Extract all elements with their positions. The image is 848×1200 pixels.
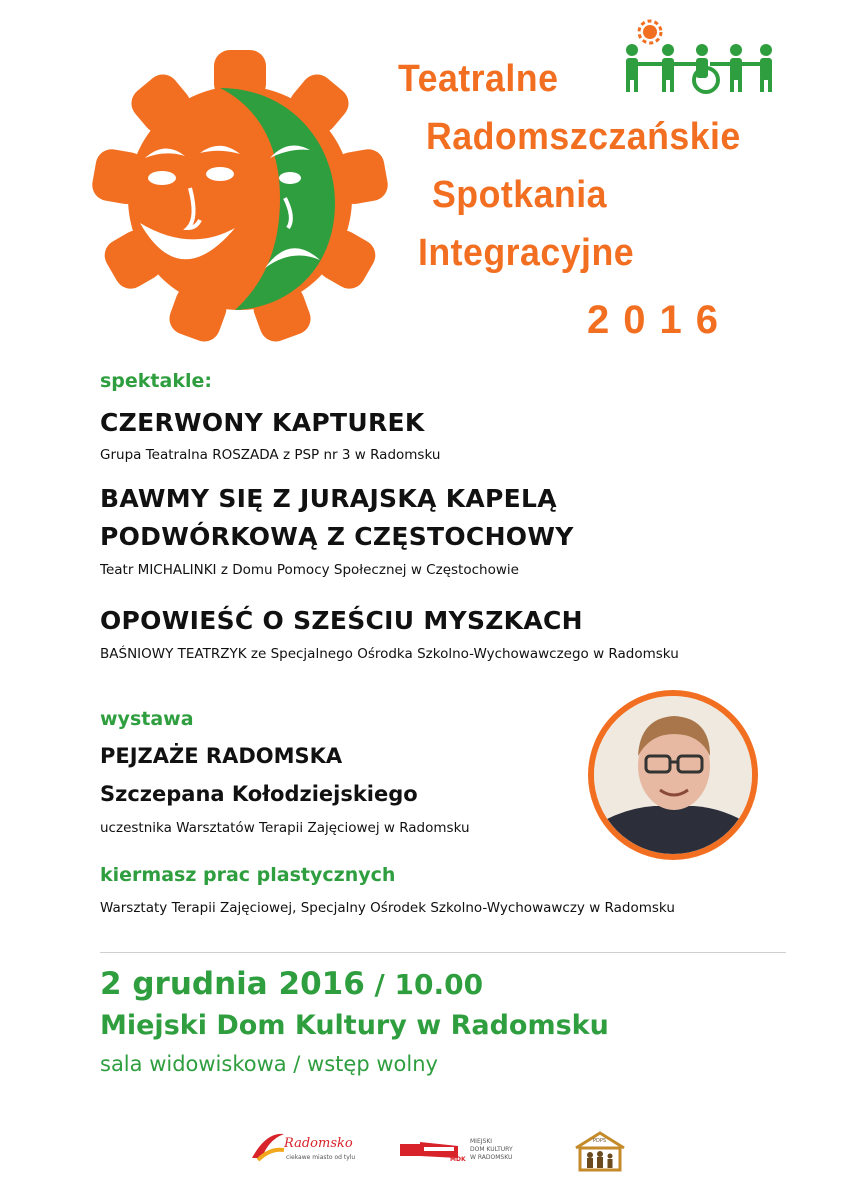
- mdk-line1: MIEJSKI: [470, 1138, 493, 1145]
- theatre-masks-gear-icon: [80, 48, 400, 348]
- event-venue: Miejski Dom Kultury w Radomsku: [100, 1010, 609, 1041]
- title-line-1: Teatralne: [398, 58, 559, 100]
- show-1-title: CZERWONY KAPTUREK: [100, 408, 425, 437]
- divider: [100, 952, 786, 953]
- radomsko-tagline: ciekawe miasto od tylu: [286, 1154, 356, 1161]
- mdk-line2: DOM KULTURY: [470, 1146, 513, 1153]
- sponsor-house: [572, 1130, 628, 1172]
- event-date: 2 grudnia 2016: [100, 966, 365, 1002]
- house-label: PDPS: [593, 1138, 607, 1144]
- kiermasz-desc: Warsztaty Terapii Zajęciowej, Specjalny Ośrodek Szkolno-Wychowawczy w Radomsku: [100, 900, 675, 916]
- show-1-group: Grupa Teatralna ROSZADA z PSP nr 3 w Radomsku: [100, 447, 441, 463]
- kiermasz-heading: kiermasz prac plastycznych: [100, 864, 396, 886]
- radomsko-name: Radomsko: [284, 1136, 353, 1151]
- author-portrait: [588, 690, 758, 860]
- mdk-badge: MDK: [450, 1156, 466, 1163]
- show-2-title-line1: BAWMY SIĘ Z JURAJSKĄ KAPELĄ: [100, 484, 557, 513]
- spektakle-heading: spektakle:: [100, 370, 212, 392]
- sponsor-mdk: [398, 1136, 538, 1168]
- title-line-2: Radomszczańskie: [426, 116, 741, 158]
- exhibition-title: PEJZAŻE RADOMSKA: [100, 744, 343, 768]
- portrait-person-icon: [594, 696, 752, 854]
- title-line-4: Integracyjne: [418, 232, 635, 274]
- show-2-title-line2: PODWÓRKOWĄ Z CZĘSTOCHOWY: [100, 522, 574, 551]
- people-wheelchair-icon: [618, 18, 778, 98]
- title-line-3: Spotkania: [432, 174, 607, 216]
- event-hall: sala widowiskowa / wstęp wolny: [100, 1052, 438, 1076]
- exhibition-desc: uczestnika Warsztatów Terapii Zajęciowej w Radomsku: [100, 820, 470, 836]
- event-time: / 10.00: [364, 968, 484, 1001]
- festival-year: 2016: [587, 298, 732, 342]
- house-family-logo-icon: [572, 1130, 628, 1172]
- radomsko-logo-icon: [248, 1128, 288, 1164]
- show-3-title: OPOWIEŚĆ O SZEŚCIU MYSZKACH: [100, 606, 583, 635]
- mdk-line3: W RADOMSKU: [470, 1154, 513, 1161]
- exhibition-author: Szczepana Kołodziejskiego: [100, 782, 418, 806]
- festival-logo: [80, 48, 400, 348]
- sponsor-radomsko: [248, 1128, 358, 1168]
- event-date-line: [100, 966, 483, 1002]
- wystawa-heading: wystawa: [100, 708, 194, 730]
- people-icon-group: [618, 18, 778, 98]
- show-3-group: BAŚNIOWY TEATRZYK ze Specjalnego Ośrodka Szkolno-Wychowawczego w Radomsku: [100, 646, 679, 662]
- show-2-group: Teatr MICHALINKI z Domu Pomocy Społecznej w Częstochowie: [100, 562, 519, 578]
